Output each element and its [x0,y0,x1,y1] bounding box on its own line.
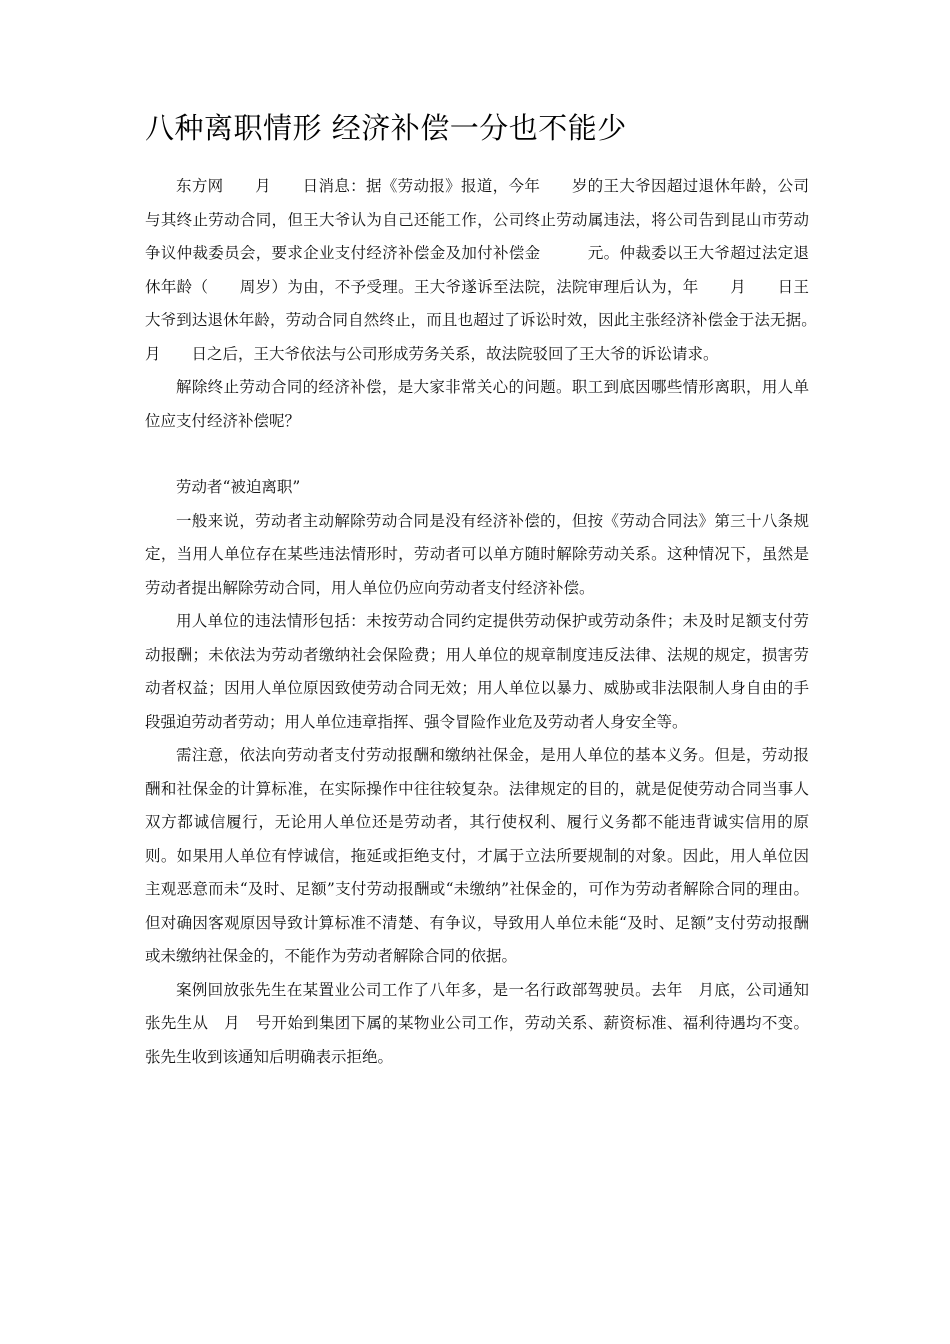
section-heading: 劳动者“被迫离职” [176,478,301,496]
article-title: 八种离职情形 经济补偿一分也不能少 [145,111,627,145]
case-paragraph: 案例回放张先生在某置业公司工作了八年多，是一名行政部驾驶员。去年 月底，公司通知张先生从 月 号开始到集团下属的某物业公司工作，劳动关系、薪资标准、福利待遇均不变。张先生收到该通知后明确表示拒绝。 [145,980,809,1066]
section-paragraph-1: 一般来说，劳动者主动解除劳动合同是没有经济补偿的，但按《劳动合同法》第三十八条规定，当用人单位存在某些违法情形时，劳动者可以单方随时解除劳动关系。这种情况下，虽然是劳动者提出解除劳动合同，用人单位仍应向劳动者支付经济补偿。 [145,511,809,597]
document-page [145,108,841,1074]
intro-paragraph-2: 解除终止劳动合同的经济补偿，是大家非常关心的问题。职工到底因哪些情形离职，用人单位应支付经济补偿呢？ [145,378,809,430]
intro-paragraph-1: 东方网 月 日消息：据《劳动报》报道，今年 岁的王大爷因超过退休年龄，公司与其终止劳动合同，但王大爷认为自己还能工作，公司终止劳动属违法，将公司告到昆山市劳动争议仲裁委员会，要求企业支付经济补偿金及加付补偿金 元。仲裁委以王大爷超过法定退休年龄（ 周岁）为由，不予受理。王大爷遂诉至法院，法院审理后认为，年 月 日王大爷到达退休年龄，劳动合同自然终止，而且也超过了诉讼时效，因此主张经济补偿金于法无据。 月 日之后，王大爷依法与公司形成劳务关系，故法院驳回了王大爷的诉讼请求。 [145,177,841,363]
paragraph-spacer [145,438,809,471]
section-paragraph-3: 需注意，依法向劳动者支付劳动报酬和缴纳社保金，是用人单位的基本义务。但是，劳动报酬和社保金的计算标准，在实际操作中往往较复杂。法律规定的目的，就是促使劳动合同当事人双方都诚信履行，无论用人单位还是劳动者，其行使权利、履行义务都不能违背诚实信用的原则。如果用人单位有悖诚信，拖延或拒绝支付，才属于立法所要规制的对象。因此，用人单位因主观恶意而未“及时、足额”支付劳动报酬或“未缴纳”社保金的，可作为劳动者解除合同的理由。但对确因客观原因导致计算标准不清楚、有争议，导致用人单位未能“及时、足额”支付劳动报酬或未缴纳社保金的，不能作为劳动者解除合同的依据。 [145,746,809,965]
section-paragraph-2: 用人单位的违法情形包括：未按劳动合同约定提供劳动保护或劳动条件；未及时足额支付劳动报酬；未依法为劳动者缴纳社会保险费；用人单位的规章制度违反法律、法规的规定，损害劳动者权益；因用人单位原因致使劳动合同无效；用人单位以暴力、威胁或非法限制人身自由的手段强迫劳动者劳动；用人单位违章指挥、强令冒险作业危及劳动者人身安全等。 [145,612,809,731]
